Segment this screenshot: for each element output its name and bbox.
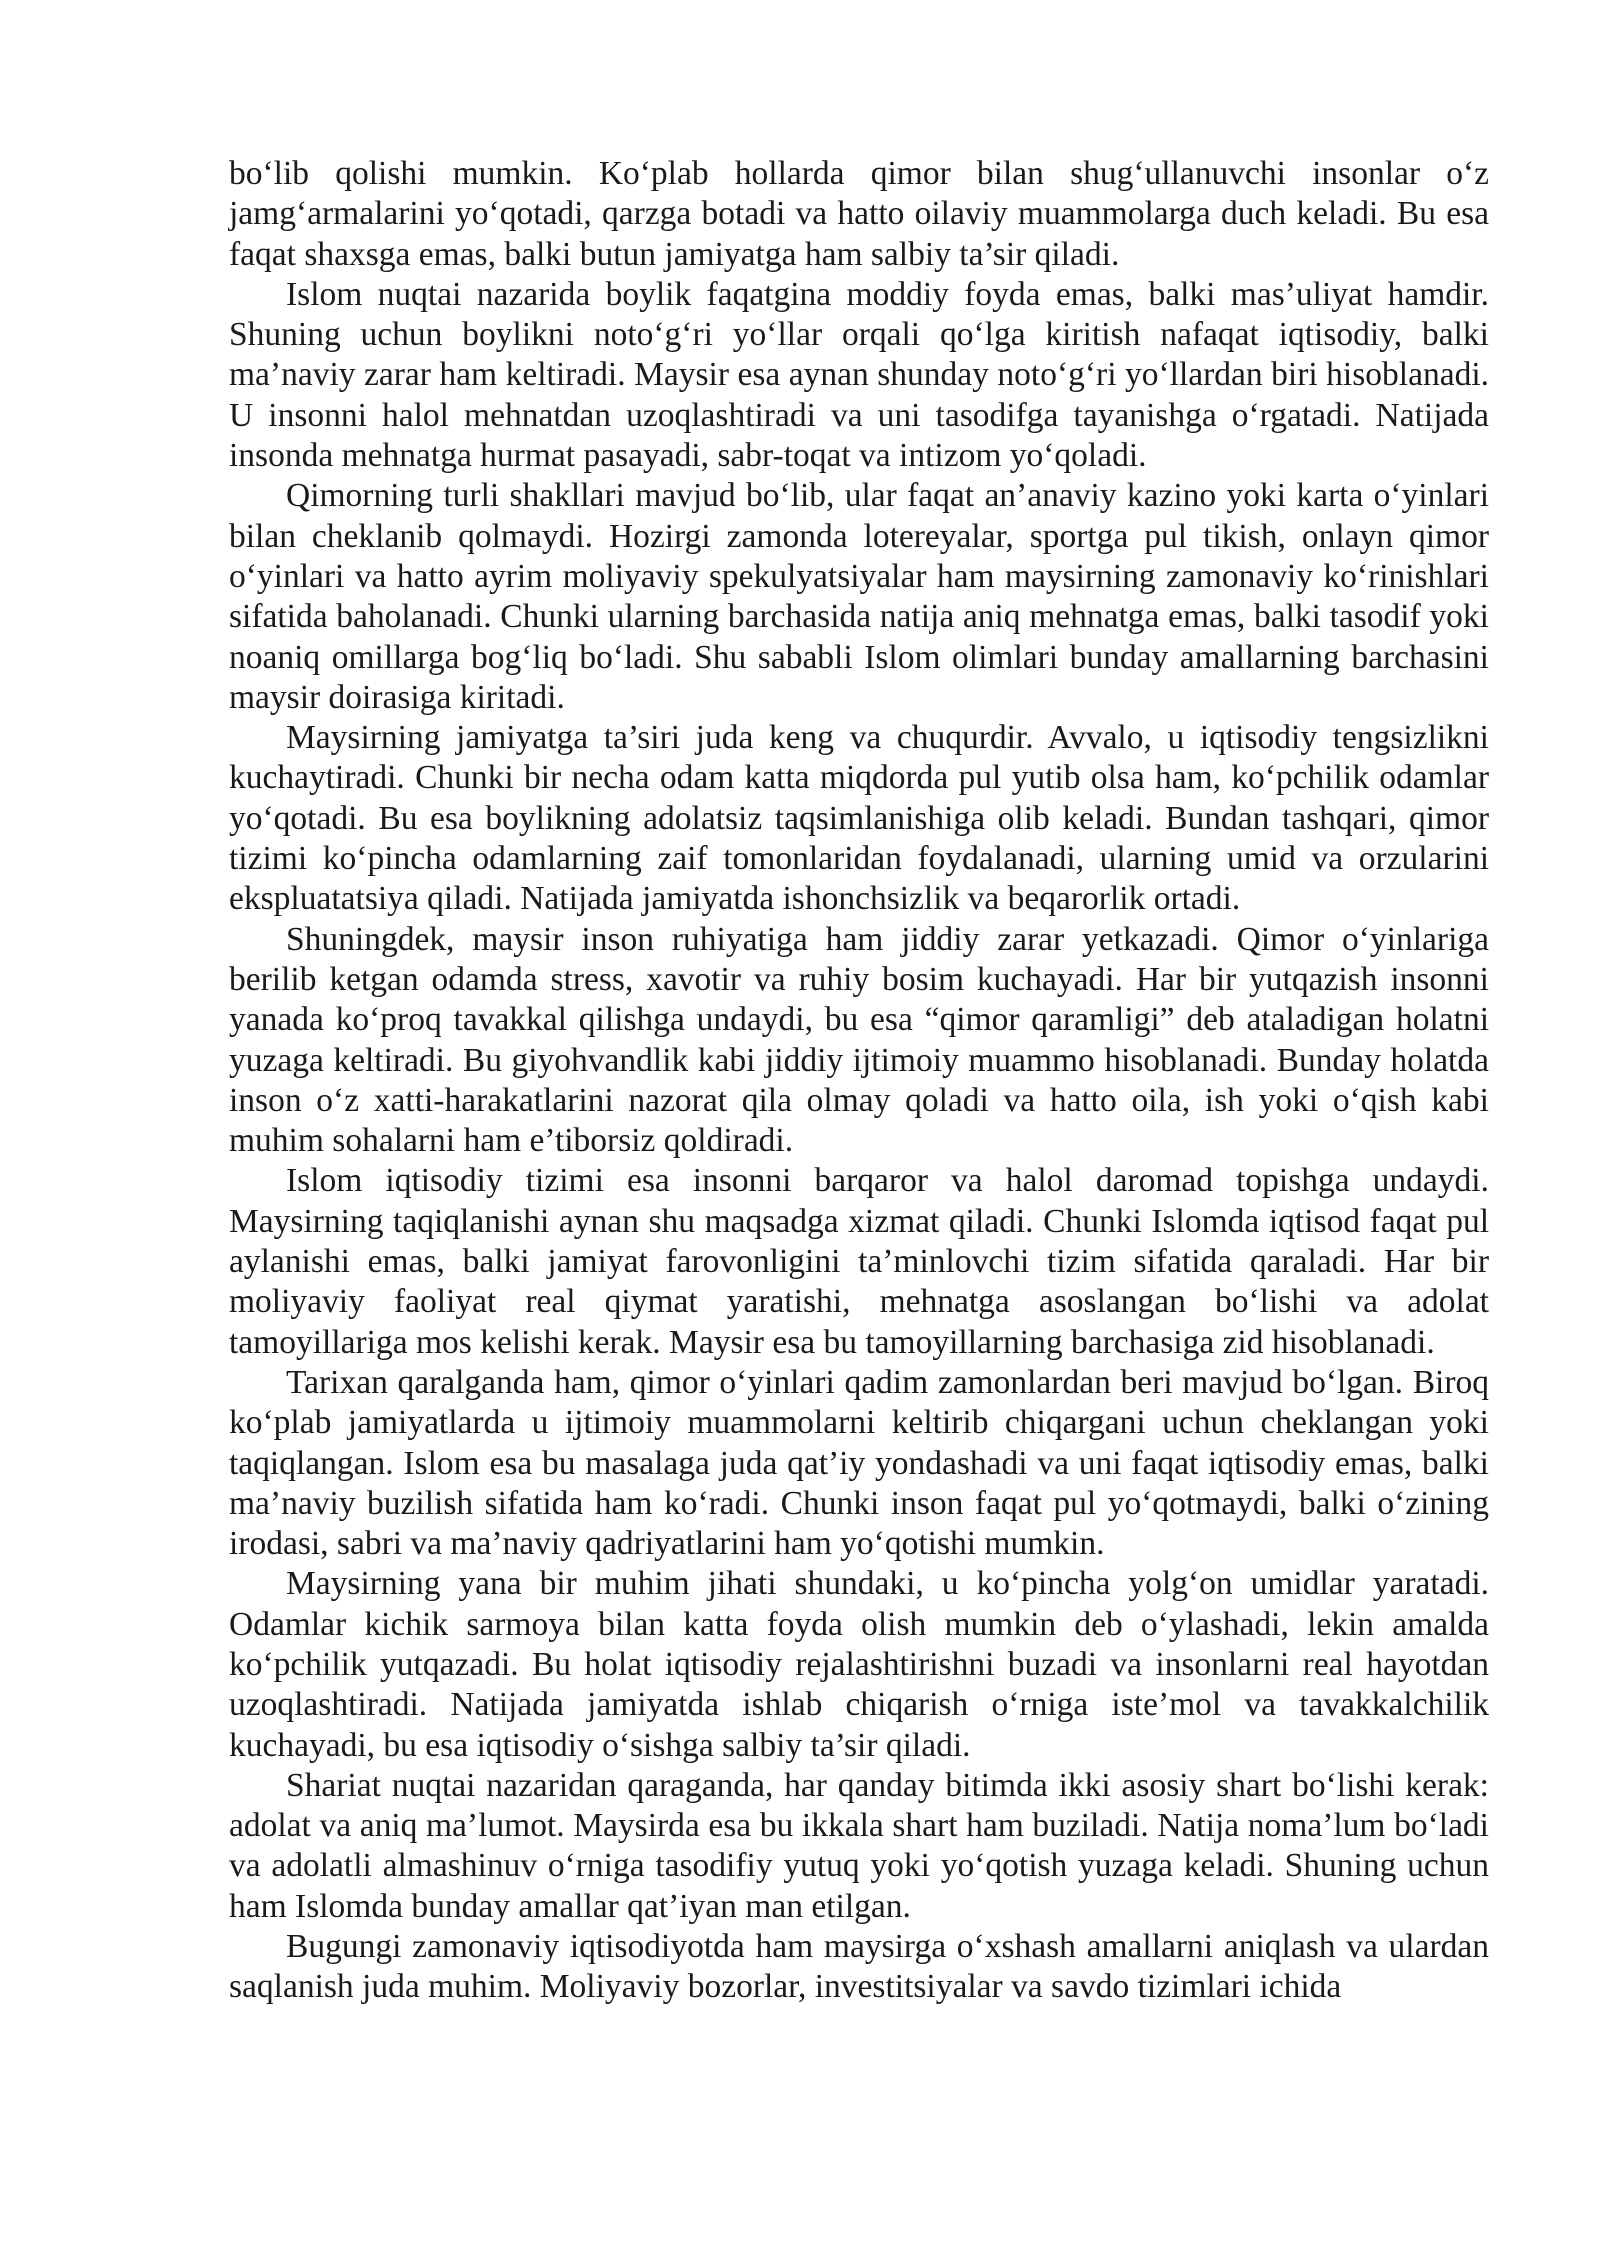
paragraph: Islom iqtisodiy tizimi esa insonni barqaror va halol daromad topishga undaydi. Maysirning taqiqlanishi aynan shu maqsadga xizmat qiladi. Chunki Islomda iqtisod faqat pul aylanishi emas, balki jamiyat farovonligini ta’minlovchi tizim sifatida qaraladi. Har bir moliyaviy faoliyat real qiymat yaratishi, mehnatga asoslangan bo‘lishi va adolat tamoyillariga mos kelishi kerak. Maysir esa bu tamoyillarning barchasiga zid hisoblanadi. [229, 1162, 1489, 1361]
paragraph: bo‘lib qolishi mumkin. Ko‘plab hollarda qimor bilan shug‘ullanuvchi insonlar o‘z jamg‘armalarini yo‘qotadi, qarzga botadi va hatto oilaviy muammolarga duch keladi. Bu esa faqat shaxsga emas, balki butun jamiyatga ham salbiy ta’sir qiladi. [229, 155, 1489, 273]
paragraph: Tarixan qaralganda ham, qimor o‘yinlari qadim zamonlardan beri mavjud bo‘lgan. Biroq ko‘plab jamiyatlarda u ijtimoiy muammolarni keltirib chiqargani uchun cheklangan yoki taqiqlangan. Islom esa bu masalaga juda qat’iy yondashadi va uni faqat iqtisodiy emas, balki ma’naviy buzilish sifatida ham ko‘radi. Chunki inson faqat pul yo‘qotmaydi, balki o‘zining irodasi, sabri va ma’naviy qadriyatlarini ham yo‘qotishi mumkin. [229, 1363, 1489, 1563]
paragraph: Maysirning yana bir muhim jihati shundaki, u ko‘pincha yolg‘on umidlar yaratadi. Odamlar kichik sarmoya bilan katta foyda olish mumkin deb o‘ylashadi, lekin amalda ko‘pchilik yutqazadi. Bu holat iqtisodiy rejalashtirishni buzadi va insonlarni real hayotdan uzoqlashtiradi. Natijada jamiyatda ishlab chiqarish o‘rniga iste’mol va tavakkalchilik kuchayadi, bu esa iqtisodiy o‘sishga salbiy ta’sir qiladi. [229, 1565, 1489, 1764]
paragraph: Bugungi zamonaviy iqtisodiyotda ham maysirga o‘xshash amallarni aniqlash va ulardan saqlanish juda muhim. Moliyaviy bozorlar, investitsiyalar va savdo tizimlari ichida [229, 1928, 1489, 2006]
paragraph: Shariat nuqtai nazaridan qaraganda, har qanday bitimda ikki asosiy shart bo‘lishi kerak: adolat va aniq ma’lumot. Maysirda esa bu ikkala shart ham buziladi. Natija noma’lum bo‘ladi va adolatli almashinuv o‘rniga tasodifiy yutuq yoki yo‘qotish yuzaga keladi. Shuning uchun ham Islomda bunday amallar qat’iyan man etilgan. [229, 1766, 1489, 1925]
paragraph: Maysirning jamiyatga ta’siri juda keng va chuqurdir. Avvalo, u iqtisodiy tengsizlikni kuchaytiradi. Chunki bir necha odam katta miqdorda pul yutib olsa ham, ko‘pchilik odamlar yo‘qotadi. Bu esa boylikning adolatsiz taqsimlanishiga olib keladi. Bundan tashqari, qimor tizimi ko‘pincha odamlarning zaif tomonlaridan foydalanadi, ularning umid va orzularini ekspluatatsiya qiladi. Natijada jamiyatda ishonchsizlik va beqarorlik ortadi. [229, 719, 1489, 918]
body-text [229, 154, 1489, 2008]
paragraph: Qimorning turli shakllari mavjud bo‘lib, ular faqat an’anaviy kazino yoki karta o‘yinlari bilan cheklanib qolmaydi. Hozirgi zamonda lotereyalar, sportga pul tikish, onlayn qimor o‘yinlari va hatto ayrim moliyaviy spekulyatsiyalar ham maysirning zamonaviy ko‘rinishlari sifatida baholanadi. Chunki ularning barchasida natija aniq mehnatga emas, balki tasodif yoki noaniq omillarga bog‘liq bo‘ladi. Shu sababli Islom olimlari bunday amallarning barchasini maysir doirasiga kiritadi. [229, 477, 1489, 716]
paragraph: Shuningdek, maysir inson ruhiyatiga ham jiddiy zarar yetkazadi. Qimor o‘yinlariga berilib ketgan odamda stress, xavotir va ruhiy bosim kuchayadi. Har bir yutqazish insonni yanada ko‘proq tavakkal qilishga undaydi, bu esa “qimor qaramligi” deb ataladigan holatni yuzaga keltiradi. Bu giyohvandlik kabi jiddiy ijtimoiy muammo hisoblanadi. Bunday holatda inson o‘z xatti-harakatlarini nazorat qila olmay qoladi va hatto oila, ish yoki o‘qish kabi muhim sohalarni ham e’tiborsiz qoldiradi. [229, 920, 1489, 1160]
paragraph: Islom nuqtai nazarida boylik faqatgina moddiy foyda emas, balki mas’uliyat hamdir. Shuning uchun boylikni noto‘g‘ri yo‘llar orqali qo‘lga kiritish nafaqat iqtisodiy, balki ma’naviy zarar ham keltiradi. Maysir esa aynan shunday noto‘g‘ri yo‘llardan biri hisoblanadi. U insonni halol mehnatdan uzoqlashtiradi va uni tasodifga tayanishga o‘rgatadi. Natijada insonda mehnatga hurmat pasayadi, sabr-toqat va intizom yo‘qoladi. [229, 275, 1489, 475]
